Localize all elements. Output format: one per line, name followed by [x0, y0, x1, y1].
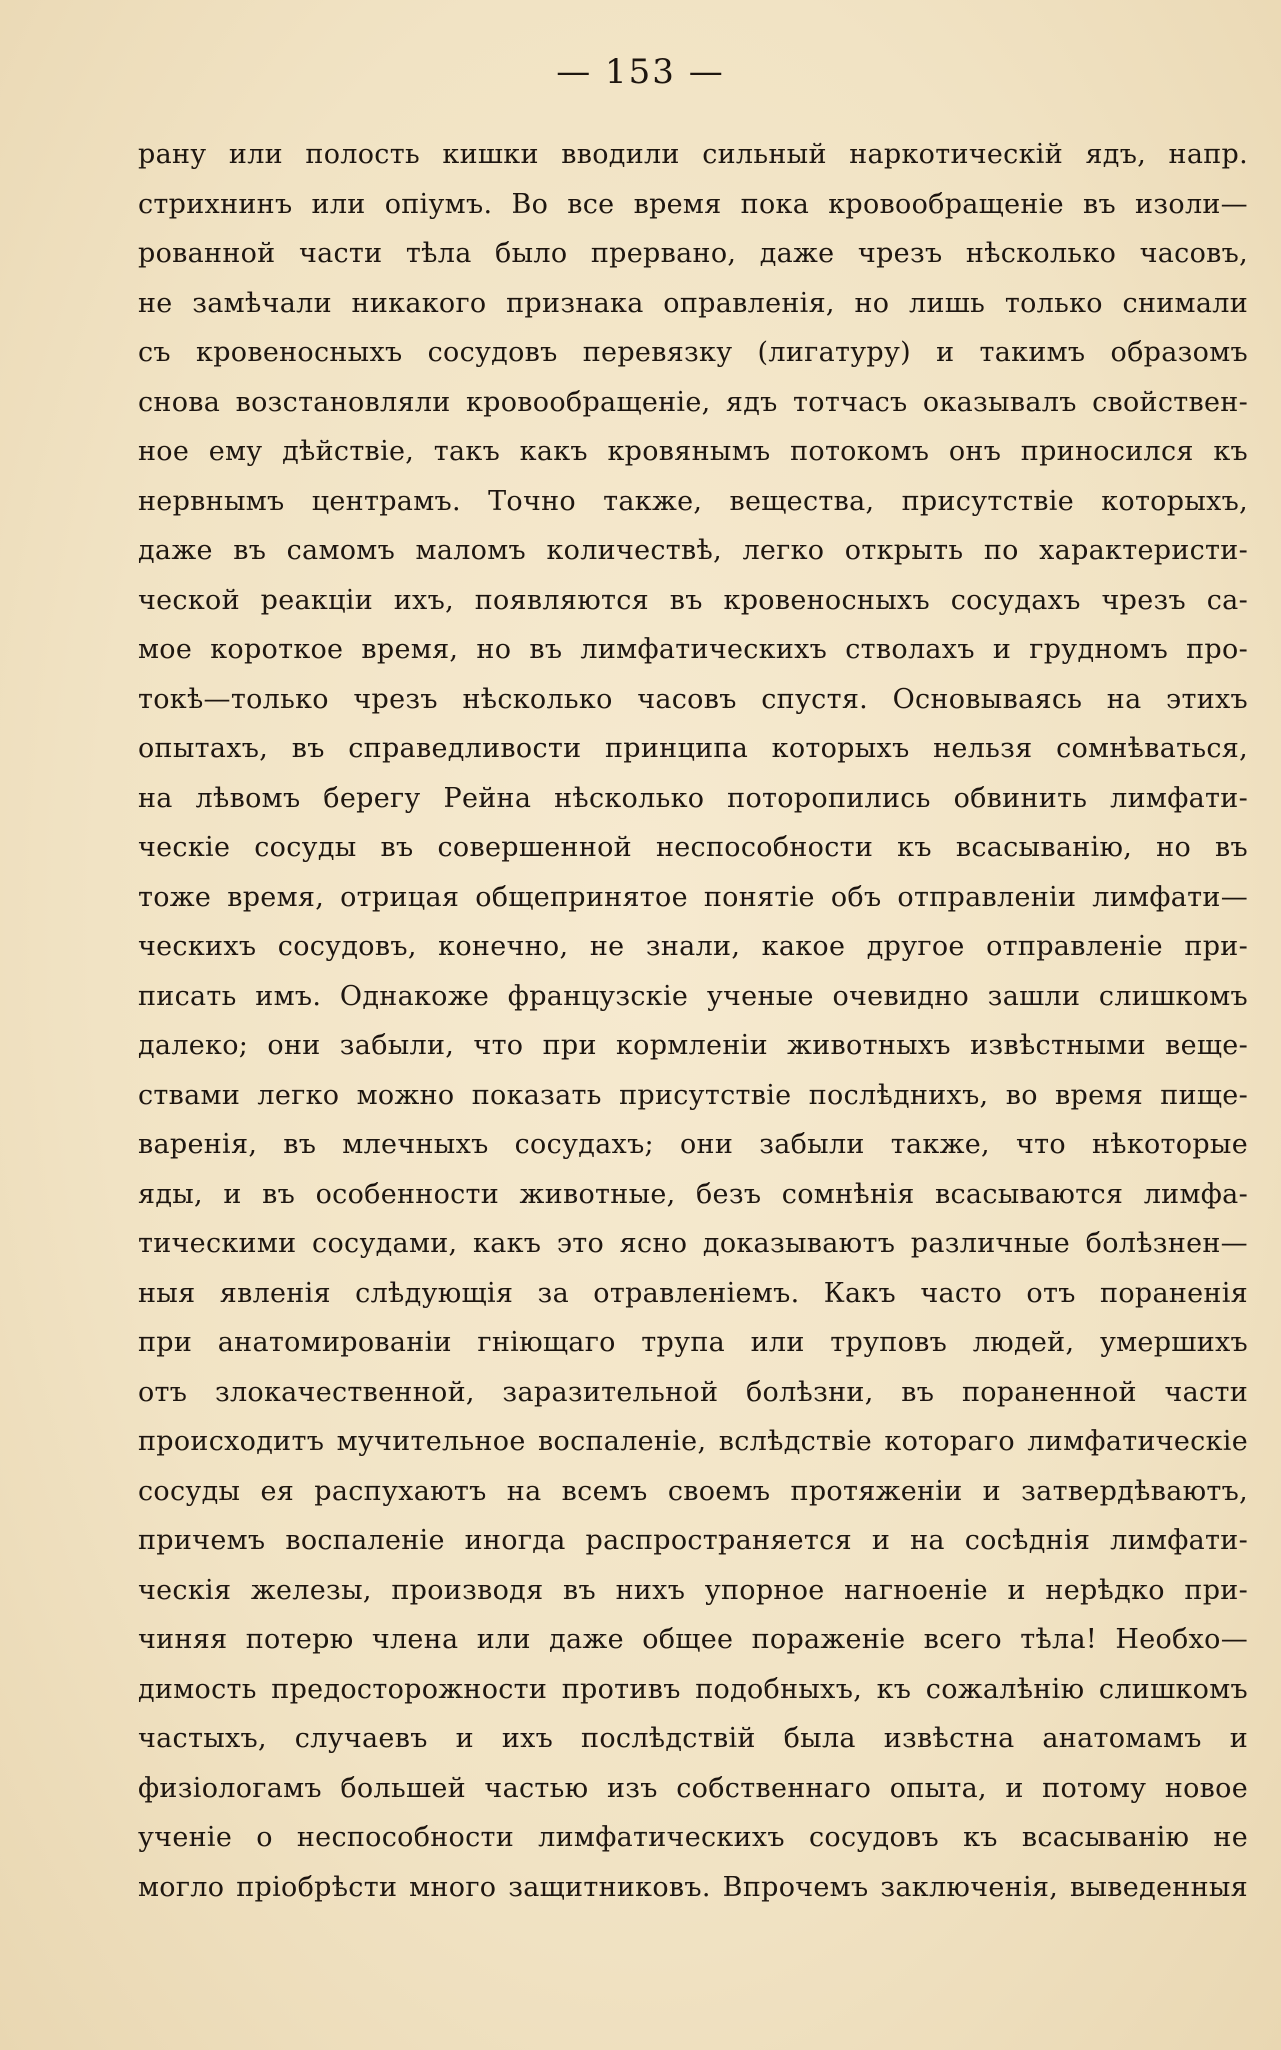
text-line: даже въ самомъ маломъ количествѣ, легко открыть по характеристи- [138, 535, 1248, 566]
text-line: частыхъ, случаевъ и ихъ послѣдствій была извѣстна анатомамъ и [138, 1723, 1248, 1754]
text-line: яды, и въ особенности животные, безъ сомнѣнія всасываются лимфа- [138, 1178, 1248, 1210]
text-line: рану или полость кишки вводили сильный наркотическій ядъ, напр. [138, 139, 1248, 170]
body-text [138, 130, 1248, 1912]
text-line: мое короткое время, но въ лимфатическихъ стволахъ и грудномъ про- [138, 634, 1248, 665]
text-line: физіологамъ большей частью изъ собственнаго опыта, и потому новое [138, 1772, 1248, 1804]
text-line: ученіе о неспособности лимфатическихъ сосудовъ къ всасыванію не [138, 1822, 1248, 1853]
text-line: ныя явленія слѣдующія за отравленіемъ. Какъ часто отъ пораненія [138, 1277, 1248, 1309]
text-line: происходитъ мучительное воспаленіе, вслѣдствіе котораго лимфатическіе [138, 1426, 1248, 1457]
text-line: токѣ—только чрезъ нѣсколько часовъ спустя. Основываясь на этихъ [138, 683, 1248, 715]
text-line: сосуды ея распухаютъ на всемъ своемъ протяженіи и затвердѣваютъ, [138, 1475, 1248, 1507]
text-line: снова возстановляли кровообращеніе, ядъ тотчасъ оказывалъ свойствен- [138, 386, 1248, 418]
text-line: могло пріобрѣсти много защитниковъ. Впрочемъ заключенія, выведенныя [138, 1871, 1248, 1903]
text-line: ное ему дѣйствіе, такъ какъ кровянымъ потокомъ онъ приносился къ [138, 436, 1248, 467]
text-line: съ кровеносныхъ сосудовъ перевязку (лигатуру) и такимъ образомъ [138, 337, 1248, 368]
text-line: писать имъ. Однакоже французскіе ученые очевидно зашли слишкомъ [138, 980, 1248, 1012]
text-line: варенія, въ млечныхъ сосудахъ; они забыли также, что нѣкоторые [138, 1129, 1248, 1160]
text-line: тоже время, отрицая общепринятое понятіе объ отправленіи лимфати— [138, 881, 1248, 913]
text-line: далеко; они забыли, что при кормленіи животныхъ извѣстными веще- [138, 1030, 1248, 1061]
text-line: нервнымъ центрамъ. Точно также, вещества, присутствіе которыхъ, [138, 485, 1248, 517]
text-line: отъ злокачественной, заразительной болѣзни, въ пораненной части [138, 1376, 1248, 1408]
text-line: ческихъ сосудовъ, конечно, не знали, какое другое отправленіе при- [138, 931, 1248, 962]
text-line: ческіе сосуды въ совершенной неспособности къ всасыванію, но въ [138, 832, 1248, 863]
text-line: опытахъ, въ справедливости принципа которыхъ нельзя сомнѣваться, [138, 733, 1248, 764]
text-line: не замѣчали никакого признака оправленія, но лишь только снимали [138, 287, 1248, 319]
page-number-header: — 153 — [556, 52, 725, 92]
text-line: рованной части тѣла было прервано, даже чрезъ нѣсколько часовъ, [138, 238, 1248, 269]
text-line: ствами легко можно показать присутствіе послѣднихъ, во время пище- [138, 1079, 1248, 1111]
text-line: димость предосторожности противъ подобныхъ, къ сожалѣнію слишкомъ [138, 1673, 1248, 1705]
text-line: на лѣвомъ берегу Рейна нѣсколько поторопились обвинить лимфати- [138, 782, 1248, 814]
text-line: ческой реакціи ихъ, появляются въ кровеносныхъ сосудахъ чрезъ са- [138, 584, 1248, 616]
text-line: при анатомированіи гніющаго трупа или труповъ людей, умершихъ [138, 1327, 1248, 1358]
text-line: ческія железы, производя въ нихъ упорное нагноеніе и нерѣдко при- [138, 1574, 1248, 1606]
text-line: чиняя потерю члена или даже общее пораженіе всего тѣла! Необхо— [138, 1624, 1248, 1655]
text-line: тическими сосудами, какъ это ясно доказываютъ различные болѣзнен— [138, 1228, 1248, 1259]
text-line: стрихнинъ или опіумъ. Во все время пока кровообращеніе въ изоли— [138, 188, 1248, 220]
text-line: причемъ воспаленіе иногда распространяется и на сосѣднія лимфати- [138, 1525, 1248, 1556]
